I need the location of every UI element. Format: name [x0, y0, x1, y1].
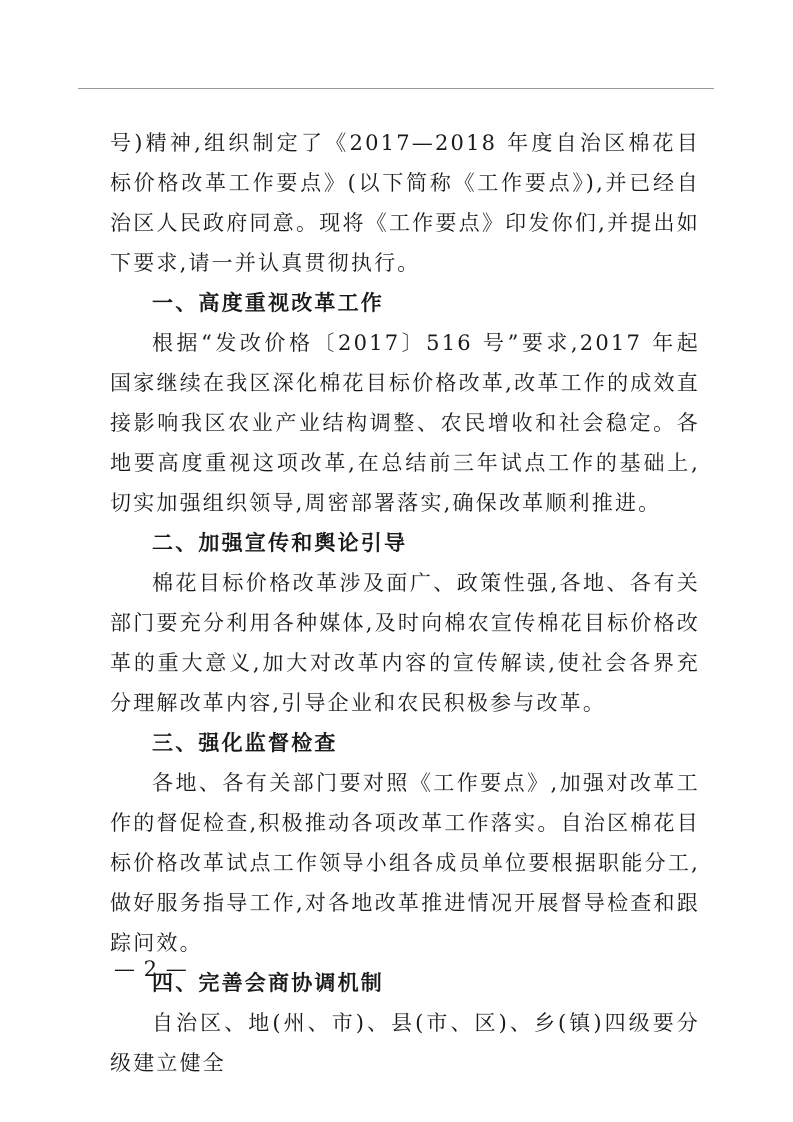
paragraph-section-2: 棉花目标价格改革涉及面广、政策性强,各地、各有关部门要充分利用各种媒体,及时向棉农宣传棉花目标价格改革的重大意义,加大对改革内容的宣传解读,使社会各界充分理解改革内容,引导企业和农民积极参与改革。 — [110, 571, 700, 715]
paragraph-section-3: 各地、各有关部门要对照《工作要点》,加强对改革工作的督促检查,积极推动各项改革工作落实。自治区棉花目标价格改革试点工作领导小组各成员单位要根据职能分工,做好服务指导工作,对各地改革推进情况开展督导检查和跟踪问效。 — [110, 771, 700, 955]
section-heading-1: 一、高度重视改革工作 — [152, 291, 384, 315]
paragraph-section-4: 自治区、地(州、市)、县(市、区)、乡(镇)四级要分级建立健全 — [110, 1011, 700, 1075]
page-number: — 2 — — [114, 957, 188, 981]
paragraph-continuation: 号)精神,组织制定了《2017—2018 年度自治区棉花目标价格改革工作要点》(以下简称《工作要点》),并已经自治区人民政府同意。现将《工作要点》印发你们,并提出如下要求,请一并认真贯彻执行。 — [110, 131, 700, 275]
paragraph-section-1: 根据“发改价格〔2017〕516 号”要求,2017 年起国家继续在我区深化棉花目标价格改革,改革工作的成效直接影响我区农业产业结构调整、农民增收和社会稳定。各地要高度重视这项改革,在总结前三年试点工作的基础上,切实加强组织领导,周密部署落实,确保改革顺利推进。 — [110, 331, 700, 515]
document-body — [110, 123, 700, 1083]
section-heading-4: 四、完善会商协调机制 — [152, 971, 384, 995]
section-heading-3: 三、强化监督检查 — [152, 731, 338, 755]
header-rule — [78, 88, 714, 89]
section-heading-2: 二、加强宣传和舆论引导 — [152, 531, 408, 555]
